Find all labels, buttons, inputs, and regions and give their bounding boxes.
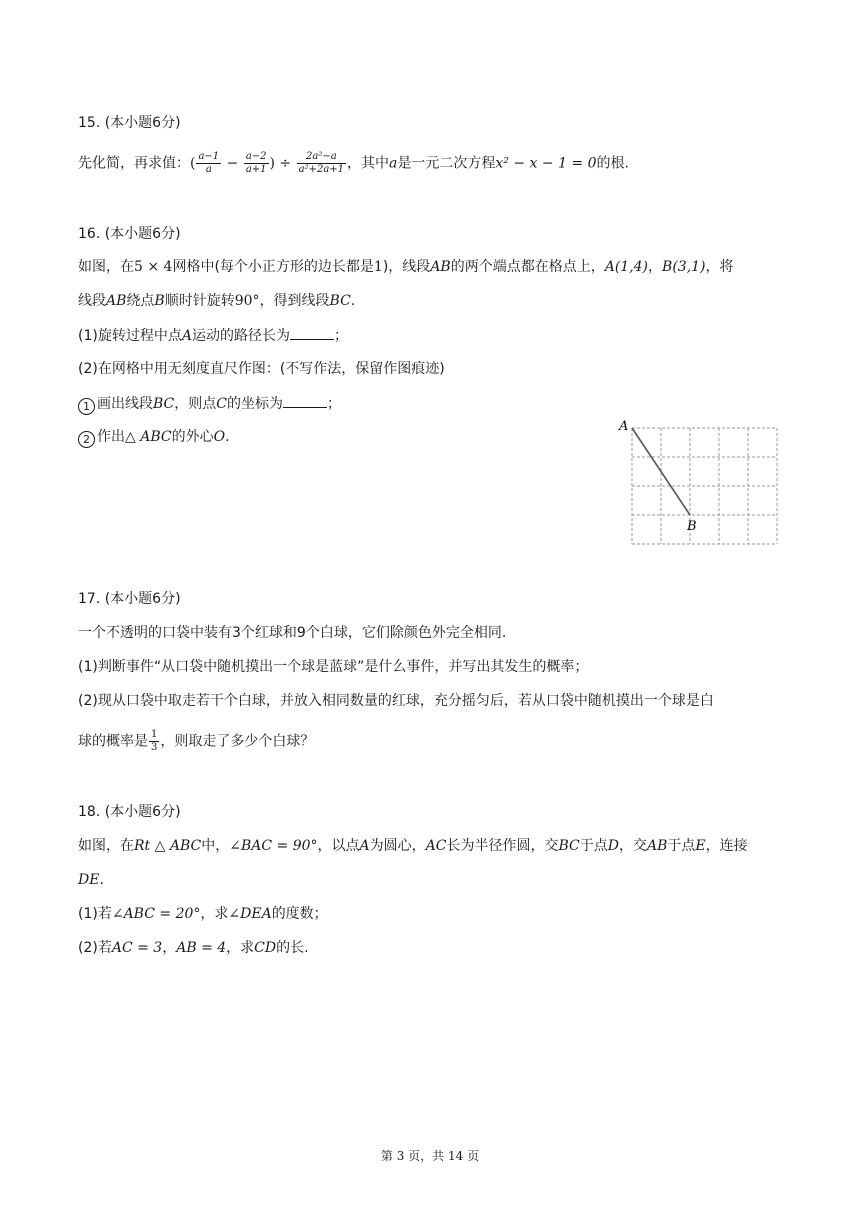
q17-part-2-cont: 球的概率是 $\frac{1}{3}$ ，则取走了多少个白球？ [78, 729, 315, 753]
fraction-one-third: $\frac{1}{3}$ [151, 729, 158, 753]
q16-line-1: 如图，在5 × 4网格中(每个小正方形的边长都是1)，线段AB的两个端点都在格点上，A(1,4)，B(3,1)，将 [78, 259, 734, 275]
q17-part-2: (2)现从口袋中取走若干个白球，并放入相同数量的红球，充分摇匀后，若从口袋中随机摸出一个球是白 [78, 693, 714, 709]
q18-part-1: (1)若∠ABC = 20°，求∠DEA的度数； [78, 906, 328, 922]
q18-heading: 18. (本小题6分) [78, 804, 181, 820]
answer-blank [290, 325, 334, 340]
q16-part-2: (2)在网格中用无刻度直尺作图：(不写作法，保留作图痕迹) [78, 361, 445, 377]
answer-blank [283, 393, 327, 408]
grid-figure [618, 416, 784, 550]
circled-number-2: 2 [78, 431, 95, 448]
q16-heading: 16. (本小题6分) [78, 226, 181, 242]
q18-line-1: 如图，在Rt △ ABC中，∠BAC = 90°，以点A为圆心，AC长为半径作圆，交BC于点D，交AB于点E，连接 [78, 838, 748, 854]
q16-subpart-2: 2 作出△ ABC的外心O. [78, 427, 230, 448]
fraction-2: $\frac{a-2}{a+1}$ [245, 151, 267, 175]
fraction-1: $\frac{a-1}{a}$ [198, 151, 220, 175]
fraction-3: $\frac{\text{2a²−a}}{\text{a²+2a+1}}$ [298, 151, 345, 175]
label-b: B [687, 519, 697, 534]
equation: x² − x − 1 = 0 [495, 155, 597, 172]
label-a: A [619, 419, 629, 434]
q15-heading: 15. (本小题6分) [78, 115, 181, 131]
q15-intro: 先化简，再求值： [78, 155, 190, 172]
q17-part-1: (1)判断事件“从口袋中随机摸出一个球是蓝球”是什么事件，并写出其发生的概率； [78, 659, 589, 675]
q17-heading: 17. (本小题6分) [78, 591, 181, 607]
q16-part-1: (1)旋转过程中点A运动的路径长为 ； [78, 325, 348, 346]
q15-statement: 先化简，再求值：( $\frac{a-1}{a}$ − $\frac{a-2}{a+1}$ ) ÷ $\frac{\text{2a²−a}}{\text{a²+2a+1}}$ ，其中a是一元二次方程x² − x − 1 = 0的根. [78, 151, 629, 175]
q18-part-2: (2)若AC = 3，AB = 4，求CD的长. [78, 940, 309, 956]
q16-line-2: 线段AB绕点B顺时针旋转90°，得到线段BC. [78, 293, 356, 309]
q17-line-1: 一个不透明的口袋中装有3个红球和9个白球，它们除颜色外完全相同. [78, 625, 507, 641]
grid-lines [632, 428, 777, 544]
page-footer: 第 3 页，共 14 页 [380, 1149, 480, 1163]
segment-ab [632, 428, 690, 515]
q16-subpart-1: 1 画出线段BC，则点C的坐标为 ； [78, 393, 341, 415]
q18-line-2: DE. [78, 872, 104, 888]
circled-number-1: 1 [78, 398, 95, 415]
